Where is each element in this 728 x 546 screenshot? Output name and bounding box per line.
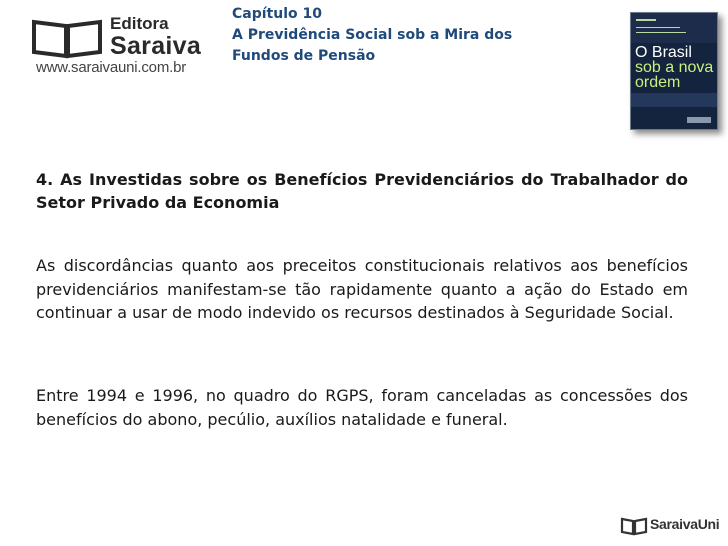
book-cover-image [630, 12, 718, 130]
chapter-header [232, 4, 592, 67]
saraivauni-footer-logo [620, 514, 724, 538]
editora-saraiva-logo [30, 6, 220, 84]
open-book-icon [30, 16, 104, 60]
book-cover-line [636, 27, 680, 28]
brand-url: www.saraivauni.com.br [36, 59, 187, 76]
brand-line2: Saraiva [110, 32, 202, 60]
chapter-title-line1: A Previdência Social sob a Mira dos [232, 27, 513, 43]
section-heading: 4. As Investidas sobre os Benefícios Previdenciários do Trabalhador do Setor Privado da Economia [36, 170, 688, 212]
paragraph-2: Entre 1994 e 1996, no quadro do RGPS, foram canceladas as concessões dos benefícios do abono, pecúlio, auxílios natalidade e funeral. [36, 386, 688, 429]
book-title-part1: O Brasil [635, 44, 692, 61]
book-cover-line [636, 32, 686, 33]
book-cover-line [636, 19, 656, 21]
chapter-title-line2: Fundos de Pensão [232, 48, 376, 64]
book-cover-publisher-mark [687, 117, 711, 123]
open-book-small-icon [620, 516, 648, 536]
book-cover-title [635, 45, 715, 90]
paragraph-1: As discordâncias quanto aos preceitos constitucionais relativos aos benefícios previdenciários manifestam-se tão rapidamente quanto a ação do Estado em continuar a usar de modo indevido os recursos destinados à Seguridade Social. [36, 256, 688, 322]
brand-line1: Editora [110, 14, 169, 33]
footer-brand: SaraivaUni [650, 516, 720, 532]
book-title-part2: sob a nova [635, 59, 714, 76]
book-cover-band [631, 93, 717, 107]
book-title-part3: ordem [635, 74, 681, 91]
book-cover-header [631, 13, 717, 43]
chapter-label: Capítulo 10 [232, 6, 322, 22]
